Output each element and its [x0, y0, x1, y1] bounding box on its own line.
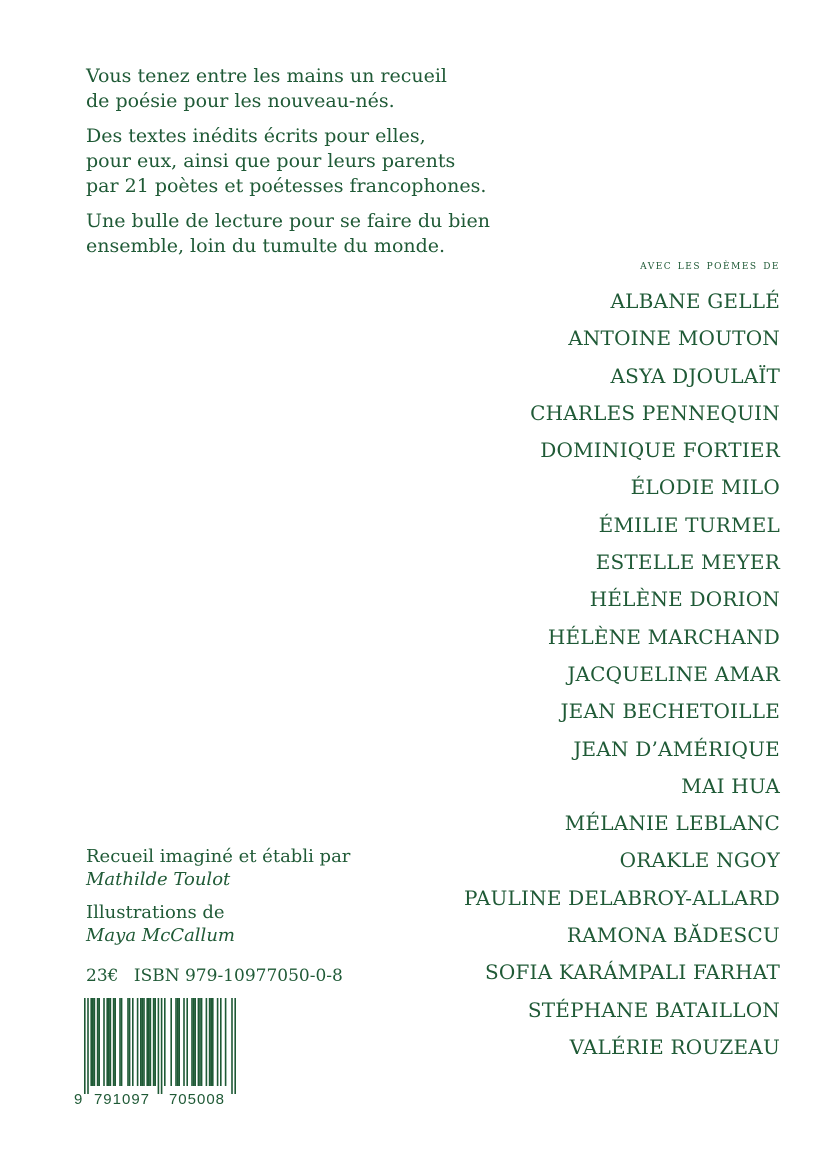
barcode-bar	[114, 998, 116, 1086]
blurb-paragraph-1: Vous tenez entre les mains un recueil de poésie pour les nouveau-nés.	[86, 65, 448, 112]
illustrations-label: Illustrations de	[86, 902, 225, 923]
illustrator-name: Maya McCallum	[86, 925, 235, 946]
barcode-bar	[209, 998, 211, 1086]
barcode-bar	[132, 998, 134, 1086]
barcode-bar	[217, 998, 219, 1086]
barcode-bar	[143, 998, 145, 1086]
author-name: ASYA DJOULAÏT	[610, 363, 780, 388]
barcode-bar	[87, 998, 89, 1094]
barcode-bar	[220, 998, 222, 1086]
author-name: ÉMILIE TURMEL	[598, 512, 780, 537]
author-name: SOFIA KARÁMPALI FARHAT	[484, 960, 780, 985]
barcode-bar	[119, 998, 121, 1086]
barcode-digit-first: 9	[74, 1091, 83, 1108]
barcode-bar	[146, 998, 148, 1086]
author-name: HÉLÈNE MARCHAND	[547, 624, 780, 649]
barcode-digits-right: 705008	[168, 1091, 226, 1108]
barcode-bar	[206, 998, 208, 1086]
author-name: MAI HUA	[681, 773, 780, 798]
authors-list-section	[464, 258, 780, 1066]
barcode-bar	[106, 998, 108, 1086]
barcode-bar	[231, 998, 233, 1094]
barcode-bar	[193, 998, 195, 1086]
author-name: CHARLES PENNEQUIN	[530, 400, 780, 425]
barcode-bar	[121, 998, 123, 1086]
barcode-bar	[212, 998, 214, 1086]
author-name: VALÉRIE ROUZEAU	[569, 1034, 780, 1059]
barcode-bar	[90, 998, 92, 1086]
compiled-label: Recueil imaginé et établi par	[86, 846, 351, 867]
author-name: JEAN BECHETOILLE	[560, 699, 780, 724]
author-name: JACQUELINE AMAR	[567, 661, 780, 686]
barcode-bar	[234, 998, 236, 1094]
barcode-bar	[191, 998, 193, 1086]
compiler-name: Mathilde Toulot	[86, 869, 231, 890]
barcode-bar	[178, 998, 180, 1086]
barcode-bar	[137, 998, 139, 1086]
barcode-bar	[129, 998, 131, 1086]
barcode-bar	[110, 998, 112, 1086]
barcode-bar	[94, 998, 96, 1086]
authors-heading: avec les poèmes de	[640, 258, 780, 273]
barcode-bar	[150, 998, 152, 1086]
author-name: ANTOINE MOUTON	[568, 326, 780, 351]
author-name: ALBANE GELLÉ	[610, 289, 780, 313]
barcode-bar	[175, 998, 177, 1086]
author-name: JEAN D’AMÉRIQUE	[573, 736, 780, 761]
author-name: ORAKLE NGOY	[619, 848, 780, 873]
barcode-bar	[153, 998, 155, 1086]
barcode-bar	[164, 998, 166, 1086]
barcode-bar	[154, 998, 156, 1086]
barcode-bar	[199, 998, 201, 1086]
blurb-paragraph-2: Des textes inédits écrits pour elles, pour eux, ainsi que pour leurs parents par 21 poètes et poétesses francophones.	[86, 125, 487, 197]
authors-list	[464, 283, 780, 1066]
barcode-bar	[177, 998, 179, 1086]
author-name: ÉLODIE MILO	[630, 475, 780, 500]
barcode-bar	[225, 998, 227, 1086]
barcode-bar	[103, 998, 105, 1086]
author-name: MÉLANIE LEBLANC	[564, 811, 780, 836]
author-name: PAULINE DELABROY-ALLARD	[464, 885, 780, 910]
barcode-bar	[186, 998, 188, 1086]
barcode-icon	[70, 994, 245, 1109]
barcode-bar	[201, 998, 203, 1086]
author-name: RAMONA BĂDESCU	[566, 923, 780, 948]
barcode-bar	[198, 998, 200, 1086]
barcode-digits-left: 791097	[93, 1091, 151, 1108]
barcode	[70, 994, 245, 1109]
barcode-bar	[92, 998, 94, 1086]
barcode-bar	[108, 998, 110, 1086]
isbn: ISBN 979-10977050-0-8	[133, 966, 343, 986]
barcode-bar	[148, 998, 150, 1086]
barcode-bar	[84, 998, 86, 1094]
barcode-bar	[98, 998, 100, 1086]
barcode-bar	[158, 998, 160, 1094]
barcode-bar	[161, 998, 163, 1094]
blurb-paragraph-3: Une bulle de lecture pour se faire du bien ensemble, loin du tumulte du monde.	[86, 210, 490, 257]
compiled-credit	[86, 845, 350, 891]
price-isbn-line	[86, 966, 343, 986]
illustration-credit	[86, 901, 350, 947]
author-name: ESTELLE MEYER	[595, 550, 780, 575]
author-name: HÉLÈNE DORION	[589, 587, 780, 612]
barcode-bar	[183, 998, 185, 1086]
barcode-bar	[97, 998, 99, 1086]
author-name: STÉPHANE BATAILLON	[527, 997, 780, 1022]
barcode-bar	[113, 998, 115, 1086]
credits	[86, 845, 350, 957]
barcode-bar	[142, 998, 144, 1086]
price: 23€	[86, 966, 119, 986]
barcode-bar	[210, 998, 212, 1086]
back-cover-blurb	[86, 64, 506, 269]
barcode-bar	[127, 998, 129, 1086]
barcode-bar	[194, 998, 196, 1086]
barcode-bar	[170, 998, 172, 1086]
author-name: DOMINIQUE FORTIER	[540, 438, 780, 463]
barcode-bar	[140, 998, 142, 1086]
